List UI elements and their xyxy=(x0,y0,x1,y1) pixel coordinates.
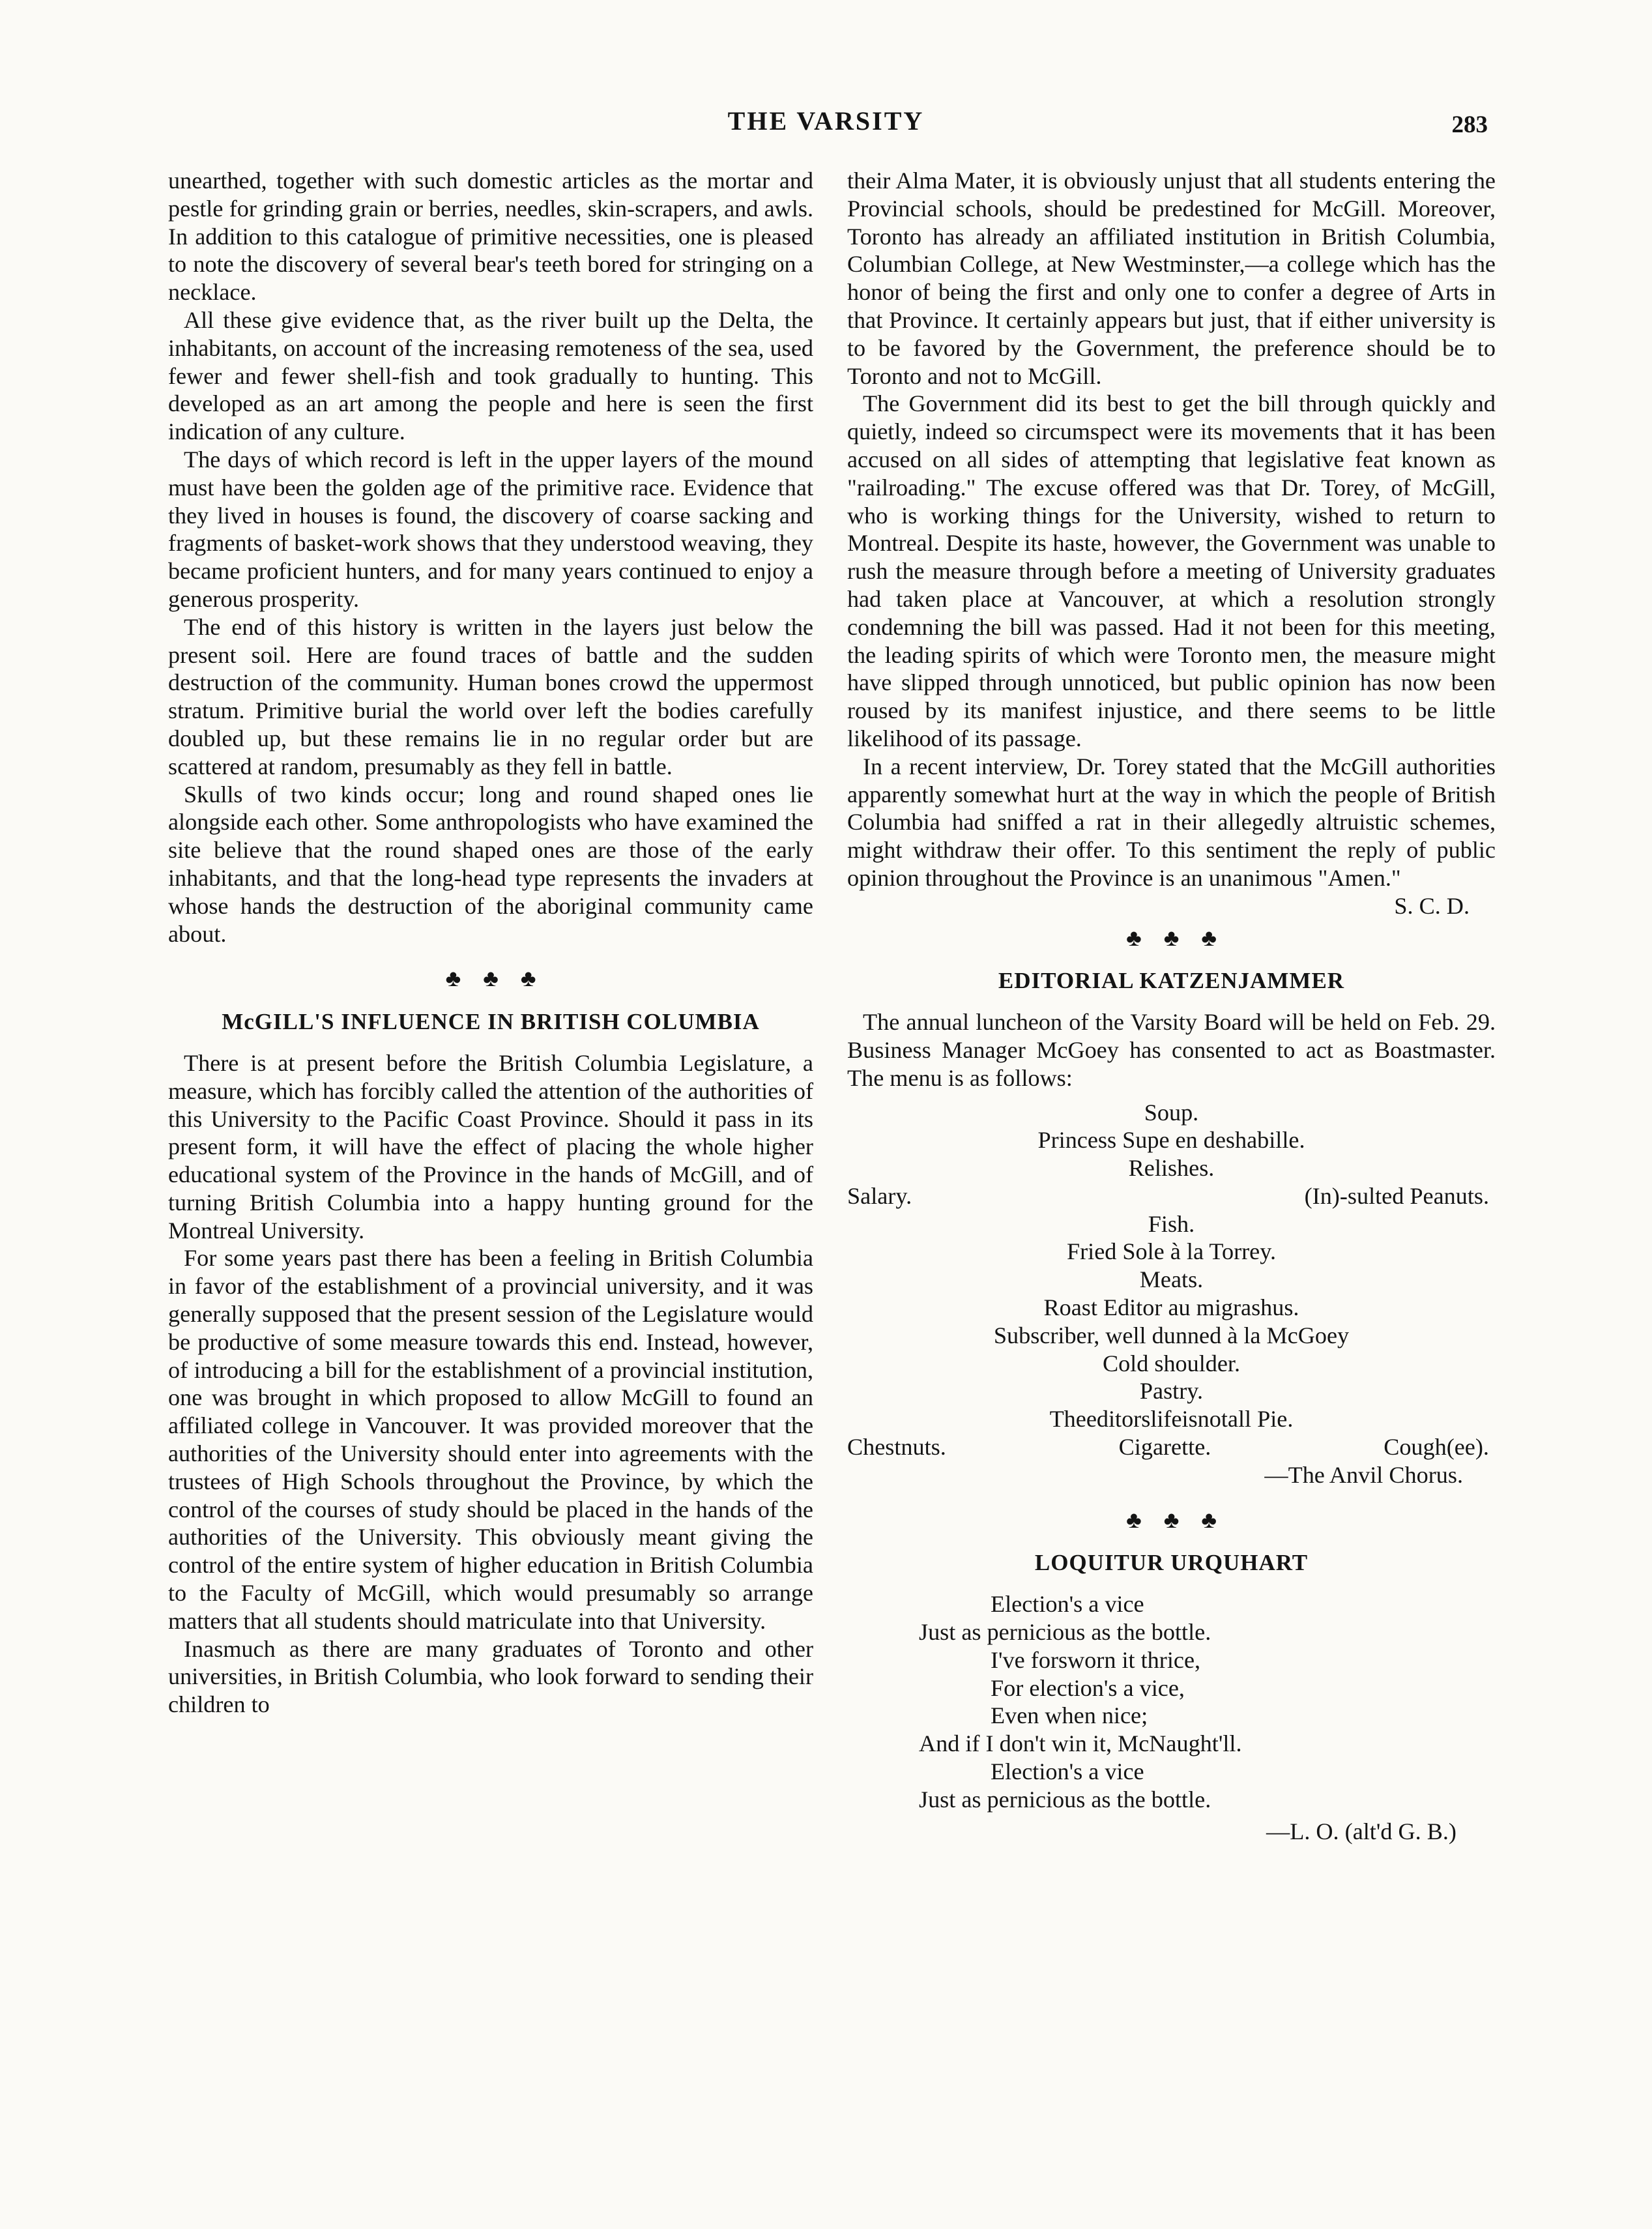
poem-title: LOQUITUR URQUHART xyxy=(1034,1550,1309,1576)
poem-line: Even when nice; xyxy=(991,1702,1148,1729)
editorial-title: EDITORIAL KATZENJAMMER xyxy=(998,968,1345,994)
left-column xyxy=(168,167,813,1719)
poem-line: And if I don't win it, McNaught'll. xyxy=(919,1730,1242,1757)
poem xyxy=(919,1590,1496,1813)
paragraph: Inasmuch as there are many graduates of Toronto and other universities, in British Columbia, who look forward to sending their children to xyxy=(168,1635,813,1718)
section-ornament: ♣♣♣ xyxy=(1126,924,1239,951)
right-column xyxy=(847,167,1496,1845)
menu-item: Salary. xyxy=(847,1182,912,1209)
menu-course-heading: Pastry. xyxy=(1139,1378,1204,1405)
paragraph: Skulls of two kinds occur; long and round shaped ones lie alongside each other. Some anthropologists who have examined the site believe that the round shaped ones are those of the early inhabitants, and that the long-head type represents the invaders at whose hands the destruction of the aboriginal community came about. xyxy=(168,781,813,947)
menu-item: Fried Sole à la Torrey. xyxy=(1066,1238,1277,1265)
paragraph: unearthed, together with such domestic articles as the mortar and pestle for grinding grain or berries, needles, skin-scrapers, and awls. In addition to this catalogue of primitive necessities, one is pleased to note the discovery of several bear's teeth bored for stringing on a necklace. xyxy=(168,168,813,306)
menu-item: Princess Supe en deshabille. xyxy=(1037,1127,1305,1154)
paragraph: In a recent interview, Dr. Torey stated that the McGill authorities apparently somewhat hurt at the way in which the people of British Columbia had sniffed a rat in their allegedly altruistic schemes, might withdraw their offer. To this sentiment the reply of public opinion throughout the Province is an unanimous "Amen." xyxy=(847,753,1496,891)
paragraph: their Alma Mater, it is obviously unjust that all students entering the Provincial schools, should be predestined for McGill. Moreover, Toronto has already an affiliated institution in British Columbia, Columbian College, at New Westminster,—a college which has the honor of being the first and only one to confer a degree of Arts in that Province. It certainly appears but just, that if either university is to be favored by the Government, the preference should be to Toronto and not to McGill. xyxy=(847,168,1496,389)
menu-item: (In)-sulted Peanuts. xyxy=(1304,1182,1489,1209)
luncheon-menu xyxy=(847,1099,1496,1489)
poem-signature: —L. O. (alt'd G. B.) xyxy=(1266,1818,1456,1844)
page-number: 283 xyxy=(1451,111,1488,138)
poem-line: Election's a vice xyxy=(991,1758,1144,1785)
poem-line: Just as pernicious as the bottle. xyxy=(919,1619,1211,1646)
masthead-title: THE VARSITY xyxy=(727,106,925,136)
section-ornament: ♣♣♣ xyxy=(445,965,558,992)
menu-item: Theeditorslifeisnotall Pie. xyxy=(1049,1406,1294,1433)
menu-item-triple xyxy=(847,1433,1496,1461)
paragraph: There is at present before the British Columbia Legislature, a measure, which has forcibly called the attention of the authorities of this University to the Pacific Coast Province. Should it pass in its present form, it will have the effect of placing the whole higher educational system of the Province in the hands of McGill, and of turning British Columbia into a happy hunting ground for the Montreal University. xyxy=(168,1049,813,1244)
paragraph: All these give evidence that, as the river built up the Delta, the inhabitants, on account of the increasing remoteness of the sea, used fewer and fewer shell-fish and took gradually to hunting. This developed as an art among the people and here is seen the first indication of any culture. xyxy=(168,306,813,445)
menu-course-heading: Fish. xyxy=(1148,1210,1195,1237)
article-title: McGILL'S INFLUENCE IN BRITISH COLUMBIA xyxy=(222,1009,760,1035)
page-header xyxy=(0,106,1652,145)
editorial-intro: The annual luncheon of the Varsity Board will be held on Feb. 29. Business Manager McGoey has consented to act as Boastmaster. The menu is as follows: xyxy=(847,1009,1496,1091)
poem-line: For election's a vice, xyxy=(991,1674,1185,1701)
menu-item: Cough(ee). xyxy=(1384,1434,1489,1461)
section-ornament: ♣♣♣ xyxy=(1126,1506,1239,1533)
poem-line: Election's a vice xyxy=(991,1591,1144,1618)
menu-course-heading: Soup. xyxy=(1144,1099,1199,1126)
menu-item-pair xyxy=(847,1182,1496,1210)
menu-item: Chestnuts. xyxy=(847,1434,946,1461)
menu-item: Cigarette. xyxy=(1118,1434,1211,1461)
paragraph: The days of which record is left in the upper layers of the mound must have been the golden age of the primitive race. Evidence that they lived in houses is found, the discovery of coarse sacking and fragments of basket-work shows that they understood weaving, they became proficient hunters, and for many years continued to enjoy a generous prosperity. xyxy=(168,446,813,612)
menu-credit: —The Anvil Chorus. xyxy=(1264,1461,1463,1488)
menu-item: Subscriber, well dunned à la McGoey xyxy=(993,1322,1350,1348)
paragraph: The Government did its best to get the bill through quickly and quietly, indeed so circumspect were its movements that it has been accused on all sides of attempting that legislative feat known as "railroading." The excuse offered was that Dr. Torey, of McGill, who is working things for the University, wished to return to Montreal. Despite its haste, however, the Government was unable to rush the measure through before a meeting of University graduates had taken place at Vancouver, at which a resolution strongly condemning the bill was passed. Had it not been for this meeting, the leading spirits of which were Toronto men, the measure might have slipped through unnoticed, but public opinion has now been roused by its manifest injustice, and there seems to be little likelihood of its passage. xyxy=(847,390,1496,751)
menu-course-heading: Relishes. xyxy=(1128,1155,1215,1182)
paragraph: For some years past there has been a feeling in British Columbia in favor of the establishment of a provincial university, and it was generally supposed that the present session of the Legislature would be productive of some measure towards this end. Instead, however, of introducing a bill for the establishment of a provincial institution, one was brought in which proposed to allow McGill to found an affiliated college in Vancouver. It was provided moreover that the authorities of the University should enter into agreements with the trustees of High Schools throughout the Province, by which the control of the courses of study should be placed in the hands of the authorities of the University. This obviously meant giving the control of the entire system of higher education in British Columbia to the Faculty of McGill, which would presumably so arrange matters that all students should matriculate into that University. xyxy=(168,1245,813,1634)
poem-line: I've forsworn it thrice, xyxy=(991,1646,1201,1673)
article-signature: S. C. D. xyxy=(1394,892,1470,919)
menu-course-heading: Meats. xyxy=(1139,1266,1204,1293)
paragraph: The end of this history is written in the layers just below the present soil. Here are found traces of battle and the sudden destruction of the community. Human bones crowd the uppermost stratum. Primitive burial the world over left the bodies carefully doubled up, but these remains lie in no regular order but are scattered at random, presumably as they fell in battle. xyxy=(168,613,813,779)
menu-item: Roast Editor au migrashus. xyxy=(1043,1294,1299,1321)
poem-line: Just as pernicious as the bottle. xyxy=(919,1786,1211,1813)
menu-item: Cold shoulder. xyxy=(1102,1350,1241,1377)
